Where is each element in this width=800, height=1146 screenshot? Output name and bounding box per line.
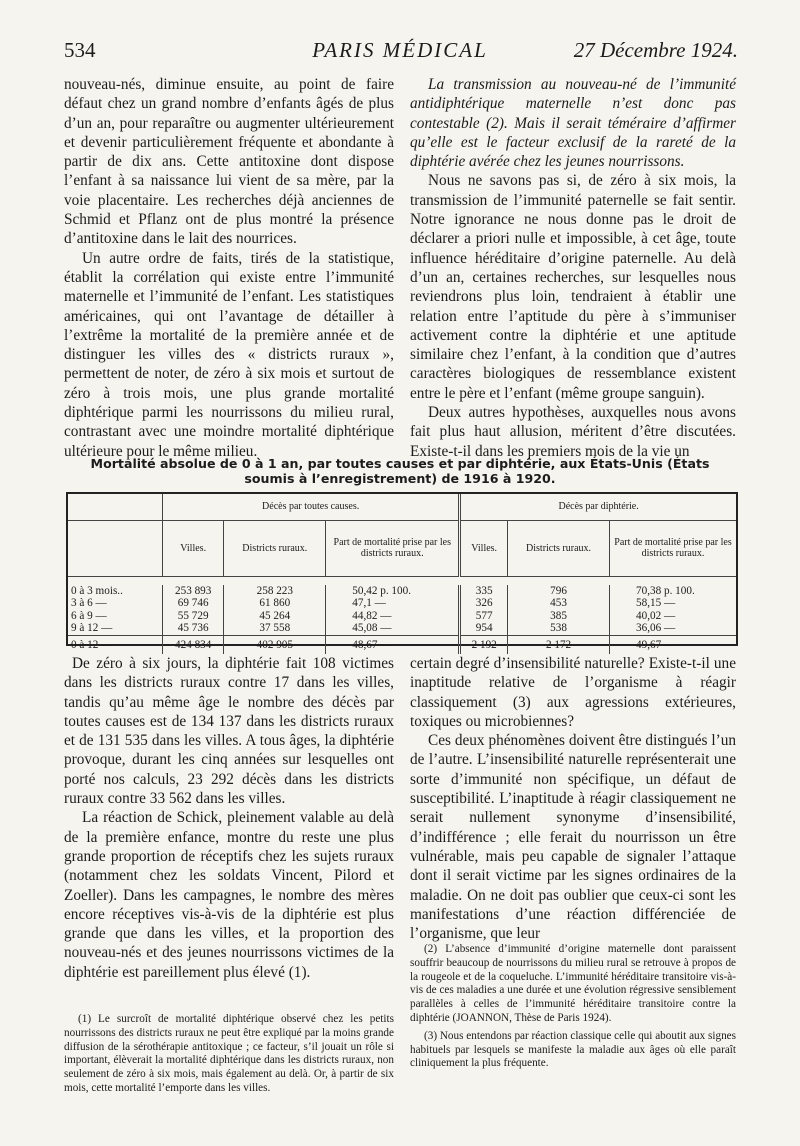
cell: 48,67 —	[326, 635, 460, 654]
cell: 253 893	[163, 585, 224, 598]
cell: 402 905	[224, 635, 326, 654]
table-total-row	[68, 635, 736, 654]
col-districts-2: Districts ruraux.	[508, 520, 610, 576]
paragraph: Un autre ordre de faits, tirés de la statistique, établit la corrélation qui existe entre l’immunité maternelle et l’immunité de l’enfant. Les statistiques américaines, qui ont l’avantage de détailler à l’extrême la mortalité de la première année et de distinguer les villes des « districts ruraux », permettent de noter, de zéro à six mois et surtout de zéro à trois mois, une plus grande mortalité diphtérique parmi les nourrissons du milieu rural, contrastant avec une moindre mortalité diphtérique ultérieure pour le même milieu.	[64, 249, 394, 460]
row-label: 3 à 6 —	[71, 597, 107, 610]
col-villes-2: Villes.	[460, 520, 508, 576]
issue-date: 27 Décembre 1924.	[573, 38, 738, 62]
table-row	[68, 597, 736, 610]
cell: 385	[508, 610, 610, 623]
cell: 45,08 —	[326, 622, 460, 635]
cell: 37 558	[224, 622, 326, 635]
cell: 50,42 p. 100.	[326, 585, 460, 598]
paragraph: nouveau-nés, diminue ensuite, au point de faire défaut chez un grand nombre d’enfants âgés de plus d’un an, pour reparaître ou augmenter ultérieurement et devenir particulièrement fréquente et abondante à partir de dix ans. Cette antitoxine dont dispose l’enfant à sa naissance lui vient de sa mère, par la voie placentaire. Les recherches déjà anciennes de Schmid et Pflanz ont de plus montré la présence d’antitoxine dans le lait des nourrices.	[64, 76, 394, 248]
table-row	[68, 610, 736, 623]
cell: 47,1 —	[326, 597, 460, 610]
footnote: (1) Le surcroît de mortalité diphtérique observé chez les petits nourrissons des districts ruraux ne peut être expliqué par la moins grande diffusion de la sérothérapie antitoxique ; ce facteur, s’il jouait un rôle si important, élèverait la mortalité diphtérique dans les districts ruraux, non seulement de zéro à six mois, mais également au delà. Or, à partir de six mois, cette mortalité l’emporte dans les villes.	[64, 1013, 394, 1094]
footnote: (2) L’absence d’immunité d’origine maternelle dont paraissent souffrir beaucoup de nourrissons du milieu rural se retrouve à propos de la rougeole et de la coqueluche. L’immunité héréditaire transitoire vis-à-vis de ces maladies a une durée et une évolution régressive sensiblement parallèles à celles de l’immunité héréditaire transitoire contre la diphtérie (JOANNON, Thèse de Paris 1924).	[410, 943, 736, 1024]
left-column-bottom	[64, 654, 394, 982]
table-row	[68, 585, 736, 598]
cell: 2 172	[508, 635, 610, 654]
right-column-bottom	[410, 654, 736, 943]
cell: 45 264	[224, 610, 326, 623]
cell: 577	[460, 610, 508, 623]
journal-title: PARIS MÉDICAL	[312, 38, 488, 62]
footnote: (3) Nous entendons par réaction classique celle qui aboutit aux signes habituels par lesquels se manifeste la maladie aux âges où elle paraît cliniquement la plus fréquente.	[410, 1029, 736, 1070]
cell: 49,67 —	[610, 635, 737, 654]
header-all-causes: Décès par toutes causes.	[163, 494, 460, 520]
paragraph: La réaction de Schick, pleinement valable au delà de la première enfance, montre du reste une plus grande proportion de réceptifs chez les sujets ruraux (notamment chez les soldats Vincent, Pilord et Zoeller). Dans les campagnes, le nombre des mères encore réceptives vis-à-vis de la diphtérie est plus grande que dans les villes, et la proportion des nouveau-nés et des jeunes nourrissons victimes de la diphtérie est pareillement plus élevé (1).	[64, 809, 394, 981]
table-row	[68, 622, 736, 635]
footnotes-left	[64, 1013, 394, 1096]
cell: 40,02 —	[610, 610, 737, 623]
row-label: 0 à 12 —	[68, 635, 163, 654]
table-row	[68, 576, 736, 585]
paragraph: Deux autres hypothèses, auxquelles nous avons fait plus haut allusion, méritent d’être discutées. Existe-t-il dans les premiers mois de la vie un	[410, 404, 736, 460]
cell: 61 860	[224, 597, 326, 610]
header-diphtheria: Décès par diphtérie.	[460, 494, 736, 520]
col-part-2: Part de mortalité prise par les districts ruraux.	[610, 520, 737, 576]
cell: 453	[508, 597, 610, 610]
table-corner	[68, 520, 163, 576]
row-label: 9 à 12 —	[71, 622, 113, 635]
cell: 55 729	[163, 610, 224, 623]
cell: 70,38 p. 100.	[610, 585, 737, 598]
paragraph: certain degré d’insensibilité naturelle? Existe-t-il une inaptitude relative de l’organisme à réagir classiquement (3) aux agressions extérieures, toxiques ou microbiennes?	[410, 655, 736, 730]
paragraph: Nous ne savons pas si, de zéro à six mois, la transmission de l’immunité paternelle se fait sentir. Notre ignorance ne nous donne pas le droit de déclarer a priori nulle et impossible, à cet âge, toute influence héréditaire d’origine paternelle. Au delà d’un an, certaines recherches, sur lesquelles nous reviendrons plus loin, tendraient à établir une relation entre l’aptitude du père à s’immuniser activement contre la diphtérie et une aptitude similaire chez l’enfant, à la condition que d’autres caractères biologiques de ressemblance existent entre le père et l’enfant (même groupe sanguin).	[410, 172, 736, 402]
cell: 44,82 —	[326, 610, 460, 623]
paragraph: Ces deux phénomènes doivent être distingués l’un de l’autre. L’insensibilité naturelle représenterait une sorte d’immunité non spécifique, un défaut de susceptibilité. L’inaptitude à réagir classiquement ne serait nullement synonyme d’insensibilité, d’indifférence ; elle ferait du nourrisson un être vulnérable, mais peu capable de signaler l’attaque dont il serait victime par les signes ordinaires de la maladie. On ne doit pas oublier que ceux-ci sont les manifestations d’une réaction différenciée de l’organisme, que leur	[410, 732, 736, 943]
cell: 258 223	[224, 585, 326, 598]
col-part: Part de mortalité prise par les districts ruraux.	[326, 520, 460, 576]
page-number: 534	[64, 38, 96, 62]
cell: 954	[460, 622, 508, 635]
footnotes-right	[410, 943, 736, 1075]
cell: 58,15 —	[610, 597, 737, 610]
cell: 69 746	[163, 597, 224, 610]
mortality-table	[66, 492, 738, 651]
paragraph: La transmission au nouveau-né de l’immunité antidiphtérique maternelle n’est donc pas contestable (2). Mais il serait téméraire d’affirmer qu’elle est le facteur exclusif de la rareté de la diphtérie avérée chez les jeunes nourrissons.	[410, 76, 736, 171]
col-villes: Villes.	[163, 520, 224, 576]
left-column-top	[64, 75, 394, 461]
cell: 796	[508, 585, 610, 598]
cell: 538	[508, 622, 610, 635]
table-corner	[68, 494, 163, 520]
row-label: 6 à 9 —	[71, 609, 107, 622]
row-label: 0 à 3 mois..	[71, 584, 123, 597]
col-districts: Districts ruraux.	[224, 520, 326, 576]
right-column-top	[410, 75, 736, 461]
cell: 424 834	[163, 635, 224, 654]
paragraph: De zéro à six jours, la diphtérie fait 108 victimes dans les districts ruraux contre 17 dans les villes, tandis qu’au même âge le nombre des décès par toutes causes est de 134 137 dans les districts ruraux et de 131 535 dans les villes. A tous âges, la diphtérie provoque, durant les cinq années sur lesquelles ont porté nos calculs, 23 292 décès dans les districts ruraux contre 33 562 dans les villes.	[64, 655, 394, 808]
cell: 326	[460, 597, 508, 610]
cell: 2 192	[460, 635, 508, 654]
cell: 335	[460, 585, 508, 598]
cell: 45 736	[163, 622, 224, 635]
cell: 36,06 —	[610, 622, 737, 635]
table-caption: Mortalité absolue de 0 à 1 an, par toutes causes et par diphtérie, aux États-Unis (États soumis à l’enregistrement) de 1916 à 1920.	[90, 456, 710, 486]
